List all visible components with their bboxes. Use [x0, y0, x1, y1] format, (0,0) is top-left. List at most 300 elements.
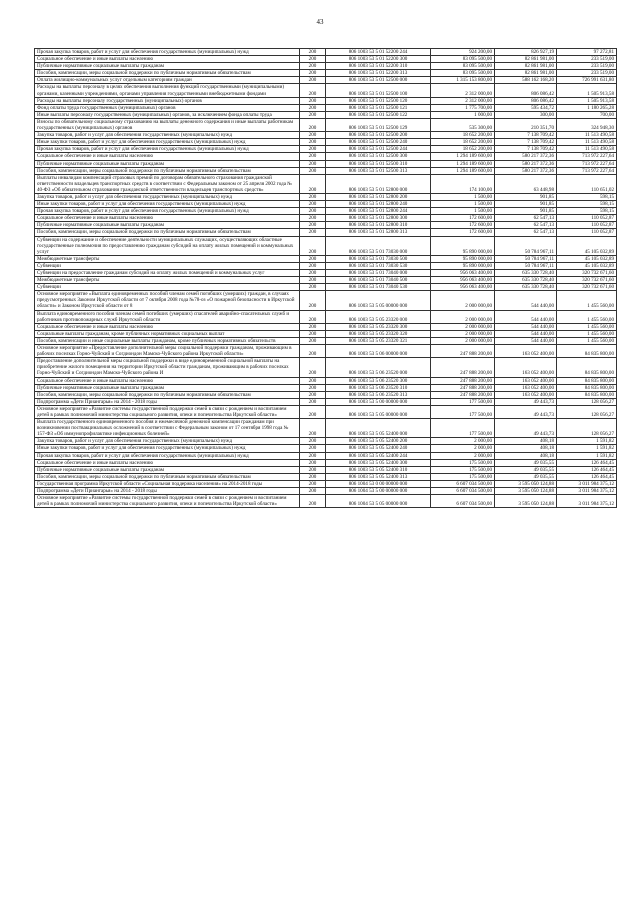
row-budget-cell: 1 500,00: [431, 193, 495, 200]
row-executed-cell: 544 440,00: [495, 323, 557, 330]
row-kbk-cell: 806 1003 53 5 01 52800 240: [326, 201, 431, 208]
table-row: [35, 167, 617, 174]
row-executed-cell: 901,85: [495, 193, 557, 200]
row-name-cell: Фонд оплаты труда государственных (муниципальных) органов: [35, 104, 300, 111]
row-budget-cell: 18 652 200,00: [431, 139, 495, 146]
row-kbk-cell: 806 1003 53 5 01 52800 244: [326, 208, 431, 215]
row-unexecuted-cell: 320 732 671,60: [557, 277, 617, 284]
row-name-cell: Пособия, компенсации, меры социальной поддержки по публичным нормативным обязательствам: [35, 391, 300, 398]
row-unexecuted-cell: 320 732 671,60: [557, 284, 617, 291]
row-name-cell: Публичные нормативные социальные выплаты гражданам: [35, 222, 300, 229]
row-budget-cell: 2 000,00: [431, 438, 495, 445]
row-unexecuted-cell: 110 052,87: [557, 222, 617, 229]
table-row: [35, 358, 617, 377]
row-name-cell: Оплата жилищно-коммунальных услуг отдельным категориям граждан: [35, 77, 300, 84]
row-code-cell: 200: [300, 277, 326, 284]
row-executed-cell: 7 138 709,42: [495, 132, 557, 139]
row-unexecuted-cell: 45 105 032,89: [557, 236, 617, 255]
row-name-cell: Социальное обеспечение и иные выплаты населению: [35, 377, 300, 384]
row-executed-cell: 580 217 372,36: [495, 160, 557, 167]
row-name-cell: Предоставление дополнительной меры социальной поддержки в виде единовременной социальной выплаты на приобретение жилого помещения на территории Иркутской области гражданам, проживающим в рабочих поселках Горно-Чуйский и Согдиондон Мамско-Чуйского района И: [35, 358, 300, 377]
table-row: [35, 56, 617, 63]
table-row: [35, 419, 617, 438]
row-kbk-cell: 806 1003 53 5 06 23520 300: [326, 377, 431, 384]
table-row: [35, 132, 617, 139]
row-executed-cell: 49 443,73: [495, 398, 557, 405]
row-name-cell: Выплата единовременного пособия членам семей погибших (умерших) спасателей аварийно-спасательных служб и работников противопожарных служб Иркутской области: [35, 310, 300, 323]
row-kbk-cell: 806 1003 53 5 01 52500 121: [326, 104, 431, 111]
row-budget-cell: 95 890 000,00: [431, 255, 495, 262]
row-executed-cell: 3 595 050 124,88: [495, 495, 557, 508]
row-executed-cell: 588 162 168,20: [495, 77, 557, 84]
row-name-cell: Социальное обеспечение и иные выплаты населению: [35, 56, 300, 63]
row-code-cell: 200: [300, 398, 326, 405]
row-executed-cell: 635 330 728,40: [495, 277, 557, 284]
row-budget-cell: 6 607 034 500,00: [431, 488, 495, 495]
row-executed-cell: 901,85: [495, 208, 557, 215]
row-unexecuted-cell: 1 591,82: [557, 438, 617, 445]
row-code-cell: 200: [300, 84, 326, 97]
row-unexecuted-cell: 713 972 227,64: [557, 160, 617, 167]
table-row: [35, 391, 617, 398]
row-kbk-cell: 806 1003 53 5 01 52800 200: [326, 193, 431, 200]
row-unexecuted-cell: 598,15: [557, 208, 617, 215]
row-name-cell: Расходы на выплаты персоналу государственных (муниципальных) органов: [35, 97, 300, 104]
row-name-cell: Подпрограмма «Дети Приангарья» на 2014 - 2018 годы: [35, 398, 300, 405]
row-code-cell: 200: [300, 146, 326, 153]
row-budget-cell: 2 000 000,00: [431, 330, 495, 337]
table-row: [35, 384, 617, 391]
row-name-cell: Социальное обеспечение и иные выплаты населению: [35, 323, 300, 330]
row-budget-cell: 956 063 400,00: [431, 284, 495, 291]
row-kbk-cell: 806 1003 53 5 05 52400 300: [326, 459, 431, 466]
table-row: [35, 201, 617, 208]
table-row: [35, 445, 617, 452]
row-executed-cell: 901,85: [495, 201, 557, 208]
row-name-cell: Социальное обеспечение и иные выплаты населению: [35, 459, 300, 466]
row-name-cell: Основное мероприятие «Развитие системы государственной поддержки семей в связи с рождением и воспитанием детей в рамках полномочий министерства социального развития, опеки и попечительства Иркутской области»: [35, 495, 300, 508]
row-name-cell: Прочая закупка товаров, работ и услуг для обеспечения государственных (муниципальных) нужд: [35, 49, 300, 56]
row-name-cell: Основное мероприятие «Предоставление дополнительной меры социальной поддержки гражданам, проживающим в рабочих поселках Горно-Чуйский и Согдиондон Мамско-Чуйского района Иркутской области»: [35, 345, 300, 358]
row-unexecuted-cell: 713 972 227,64: [557, 167, 617, 174]
row-budget-cell: 175 500,00: [431, 466, 495, 473]
row-kbk-cell: 806 1004 53 5 00 00000 000: [326, 488, 431, 495]
row-executed-cell: 7 138 709,42: [495, 146, 557, 153]
row-budget-cell: 172 600,00: [431, 229, 495, 236]
row-executed-cell: 806 086,42: [495, 97, 557, 104]
table-row: [35, 70, 617, 77]
row-unexecuted-cell: 128 056,27: [557, 398, 617, 405]
row-unexecuted-cell: 1 455 560,00: [557, 330, 617, 337]
row-budget-cell: 247 888 200,00: [431, 358, 495, 377]
row-unexecuted-cell: 233 519,00: [557, 56, 617, 63]
row-name-cell: Публичные нормативные социальные выплаты гражданам: [35, 63, 300, 70]
row-kbk-cell: 806 1003 53 5 01 73030 530: [326, 262, 431, 269]
row-unexecuted-cell: 1 455 560,00: [557, 337, 617, 344]
row-executed-cell: 544 440,00: [495, 330, 557, 337]
row-unexecuted-cell: 1 591,82: [557, 452, 617, 459]
row-name-cell: Подпрограмма «Дети Приангарья» на 2014 - 2018 годы: [35, 488, 300, 495]
row-code-cell: 200: [300, 118, 326, 131]
row-name-cell: Публичные нормативные социальные выплаты гражданам: [35, 160, 300, 167]
table-row: [35, 330, 617, 337]
row-budget-cell: 172 600,00: [431, 222, 495, 229]
row-kbk-cell: 806 1003 53 5 01 52500 000: [326, 77, 431, 84]
row-kbk-cell: 806 1003 53 5 01 52800 310: [326, 222, 431, 229]
row-unexecuted-cell: 700,00: [557, 111, 617, 118]
table-row: [35, 323, 617, 330]
table-row: [35, 452, 617, 459]
row-unexecuted-cell: 11 513 490,58: [557, 146, 617, 153]
row-executed-cell: 300,00: [495, 111, 557, 118]
row-code-cell: 200: [300, 70, 326, 77]
row-name-cell: Межбюджетные трансферты: [35, 255, 300, 262]
row-unexecuted-cell: 84 835 800,00: [557, 384, 617, 391]
row-kbk-cell: 806 1003 53 5 06 23520 310: [326, 384, 431, 391]
row-budget-cell: 2 312 000,00: [431, 97, 495, 104]
row-executed-cell: 62 547,13: [495, 215, 557, 222]
row-name-cell: Субвенции: [35, 262, 300, 269]
row-unexecuted-cell: 110 651,02: [557, 174, 617, 193]
row-name-cell: Иные выплаты персоналу государственных (муниципальных) органов, за исключением фонда оплаты труда: [35, 111, 300, 118]
table-row: [35, 310, 617, 323]
row-kbk-cell: 806 1003 53 5 01 52800 000: [326, 174, 431, 193]
row-budget-cell: 2 000 000,00: [431, 291, 495, 310]
row-executed-cell: 3 595 050 124,88: [495, 488, 557, 495]
row-code-cell: 200: [300, 337, 326, 344]
table-row: [35, 118, 617, 131]
row-budget-cell: 177 500,00: [431, 398, 495, 405]
row-name-cell: Взносы по обязательному социальному страхованию на выплаты денежного содержания и иные выплаты работникам государственных (муниципальных) органов: [35, 118, 300, 131]
row-kbk-cell: 806 1003 53 5 01 52800 313: [326, 229, 431, 236]
table-row: [35, 208, 617, 215]
row-kbk-cell: 806 1003 53 5 01 52500 244: [326, 146, 431, 153]
row-executed-cell: 163 052 400,00: [495, 391, 557, 398]
row-name-cell: Расходы на выплаты персоналу в целях обеспечения выполнения функций государственными (муниципальными) органами, казенными учреждениями, органами управления государственными внебюджетными фондами: [35, 84, 300, 97]
row-unexecuted-cell: 598,15: [557, 201, 617, 208]
row-name-cell: Пособия, компенсации, меры социальной поддержки по публичным нормативным обязательствам: [35, 167, 300, 174]
table-row: [35, 277, 617, 284]
page-number: 43: [316, 18, 324, 26]
row-unexecuted-cell: 45 105 032,89: [557, 255, 617, 262]
row-kbk-cell: 806 1003 53 5 01 73030 500: [326, 255, 431, 262]
row-kbk-cell: 806 1003 53 5 05 23320 300: [326, 323, 431, 330]
row-kbk-cell: 806 1003 53 5 01 73030 000: [326, 236, 431, 255]
row-budget-cell: 956 063 400,00: [431, 270, 495, 277]
row-name-cell: Закупка товаров, работ и услуг для обеспечения государственных (муниципальных) нужд: [35, 438, 300, 445]
row-executed-cell: 806 086,42: [495, 84, 557, 97]
row-name-cell: Межбюджетные трансферты: [35, 277, 300, 284]
table-row: [35, 111, 617, 118]
row-kbk-cell: 806 1003 53 5 06 00000 000: [326, 345, 431, 358]
row-unexecuted-cell: 110 052,87: [557, 229, 617, 236]
row-executed-cell: 635 330 728,40: [495, 284, 557, 291]
row-executed-cell: 49 035,55: [495, 459, 557, 466]
row-unexecuted-cell: 233 519,00: [557, 63, 617, 70]
row-budget-cell: 247 888 200,00: [431, 384, 495, 391]
row-kbk-cell: 806 1003 53 5 01 52500 313: [326, 167, 431, 174]
row-code-cell: 200: [300, 445, 326, 452]
table-row: [35, 229, 617, 236]
row-code-cell: 200: [300, 236, 326, 255]
row-unexecuted-cell: 84 835 800,00: [557, 391, 617, 398]
row-unexecuted-cell: 3 011 984 375,12: [557, 488, 617, 495]
budget-execution-table: [34, 48, 617, 508]
row-code-cell: 200: [300, 391, 326, 398]
row-executed-cell: 163 052 400,00: [495, 345, 557, 358]
table-row: [35, 63, 617, 70]
row-unexecuted-cell: 3 011 984 375,12: [557, 495, 617, 508]
row-executed-cell: 82 861 981,00: [495, 70, 557, 77]
row-budget-cell: 177 500,00: [431, 419, 495, 438]
row-budget-cell: 83 095 500,00: [431, 63, 495, 70]
row-executed-cell: 62 547,13: [495, 222, 557, 229]
budget-execution-table-container: [34, 48, 616, 508]
row-code-cell: 200: [300, 104, 326, 111]
row-budget-cell: 18 652 200,00: [431, 146, 495, 153]
row-code-cell: 200: [300, 222, 326, 229]
row-budget-cell: 1 500,00: [431, 201, 495, 208]
row-executed-cell: 826 927,19: [495, 49, 557, 56]
row-kbk-cell: 806 1003 53 5 01 52500 300: [326, 153, 431, 160]
row-unexecuted-cell: 84 835 800,00: [557, 345, 617, 358]
table-row: [35, 160, 617, 167]
table-row: [35, 473, 617, 480]
row-name-cell: Основное мероприятие «Развитие системы государственной поддержки семей в связи с рождением и воспитанием детей в рамках полномочий министерства социального развития, опеки и попечительства Иркутской области»: [35, 405, 300, 418]
row-kbk-cell: 806 1003 53 5 01 52200 310: [326, 63, 431, 70]
row-name-cell: Прочая закупка товаров, работ и услуг для обеспечения государственных (муниципальных) нужд: [35, 208, 300, 215]
row-executed-cell: 580 217 372,36: [495, 167, 557, 174]
row-code-cell: 200: [300, 262, 326, 269]
row-budget-cell: 1 294 189 600,00: [431, 160, 495, 167]
row-kbk-cell: 806 1003 53 5 01 52200 313: [326, 70, 431, 77]
row-code-cell: 200: [300, 167, 326, 174]
row-executed-cell: 635 330 728,40: [495, 270, 557, 277]
row-executed-cell: 580 217 372,36: [495, 153, 557, 160]
row-unexecuted-cell: 128 056,27: [557, 405, 617, 418]
row-kbk-cell: 806 1003 53 5 01 52500 240: [326, 139, 431, 146]
row-name-cell: Пособия, компенсации, меры социальной поддержки по публичным нормативным обязательствам: [35, 473, 300, 480]
row-unexecuted-cell: 324 948,30: [557, 118, 617, 131]
row-budget-cell: 1 294 189 600,00: [431, 153, 495, 160]
table-row: [35, 488, 617, 495]
row-code-cell: 200: [300, 419, 326, 438]
table-row: [35, 97, 617, 104]
row-name-cell: Иные закупки товаров, работ и услуг для обеспечения государственных (муниципальных) нужд: [35, 139, 300, 146]
table-row: [35, 466, 617, 473]
row-code-cell: 200: [300, 438, 326, 445]
row-code-cell: 200: [300, 56, 326, 63]
row-unexecuted-cell: 45 105 032,89: [557, 262, 617, 269]
row-budget-cell: 1 000,00: [431, 111, 495, 118]
row-code-cell: 200: [300, 345, 326, 358]
row-executed-cell: 408,18: [495, 445, 557, 452]
table-row: [35, 262, 617, 269]
table-body: [35, 49, 617, 508]
row-executed-cell: 82 861 981,00: [495, 56, 557, 63]
row-unexecuted-cell: 1 505 913,58: [557, 84, 617, 97]
row-kbk-cell: 806 1004 53 5 05 00000 000: [326, 495, 431, 508]
row-name-cell: Пособия, компенсации, меры социальной поддержки по публичным нормативным обязательствам: [35, 229, 300, 236]
row-executed-cell: 50 784 967,11: [495, 262, 557, 269]
row-name-cell: Пособия, компенсации, меры социальной поддержки по публичным нормативным обязательствам: [35, 70, 300, 77]
table-row: [35, 398, 617, 405]
row-kbk-cell: 806 1003 53 5 05 00000 000: [326, 405, 431, 418]
row-kbk-cell: 806 1003 53 5 01 52500 129: [326, 118, 431, 131]
row-kbk-cell: 806 1003 53 5 05 52400 244: [326, 452, 431, 459]
row-code-cell: 200: [300, 111, 326, 118]
table-row: [35, 49, 617, 56]
table-row: [35, 480, 617, 487]
row-name-cell: Субвенции: [35, 284, 300, 291]
row-budget-cell: 2 000 000,00: [431, 337, 495, 344]
row-code-cell: 200: [300, 270, 326, 277]
row-executed-cell: 163 052 400,00: [495, 384, 557, 391]
row-unexecuted-cell: 11 513 490,58: [557, 132, 617, 139]
table-row: [35, 438, 617, 445]
row-budget-cell: 6 607 034 500,00: [431, 495, 495, 508]
row-code-cell: 200: [300, 284, 326, 291]
row-name-cell: Социальные выплаты гражданам, кроме публичных нормативных социальных выплат: [35, 330, 300, 337]
row-kbk-cell: 806 1003 53 5 01 52500 120: [326, 97, 431, 104]
table-row: [35, 84, 617, 97]
row-unexecuted-cell: 126 464,45: [557, 473, 617, 480]
row-budget-cell: 1 775 700,00: [431, 104, 495, 111]
row-code-cell: 200: [300, 255, 326, 262]
row-name-cell: Государственная программа Иркутской области «Социальная поддержка населения» на 2014-2018 годы: [35, 480, 300, 487]
table-row: [35, 495, 617, 508]
row-code-cell: 200: [300, 132, 326, 139]
row-name-cell: Закупка товаров, работ и услуг для обеспечения государственных (муниципальных) нужд: [35, 193, 300, 200]
row-executed-cell: 408,18: [495, 452, 557, 459]
table-row: [35, 377, 617, 384]
row-executed-cell: 49 443,73: [495, 419, 557, 438]
row-unexecuted-cell: 11 513 490,58: [557, 139, 617, 146]
row-executed-cell: 82 861 981,00: [495, 63, 557, 70]
row-executed-cell: 163 052 400,00: [495, 377, 557, 384]
table-row: [35, 193, 617, 200]
row-kbk-cell: 806 1003 53 5 01 73040 530: [326, 284, 431, 291]
row-unexecuted-cell: 1 455 560,00: [557, 323, 617, 330]
row-name-cell: Иные закупки товаров, работ и услуг для обеспечения государственных (муниципальных) нужд: [35, 445, 300, 452]
row-code-cell: 200: [300, 97, 326, 104]
table-row: [35, 284, 617, 291]
row-name-cell: Прочая закупка товаров, работ и услуг для обеспечения государственных (муниципальных) нужд: [35, 146, 300, 153]
row-executed-cell: 544 440,00: [495, 337, 557, 344]
row-kbk-cell: 806 1003 53 5 01 52200 300: [326, 56, 431, 63]
row-budget-cell: 1 315 153 800,00: [431, 77, 495, 84]
row-kbk-cell: 806 1003 53 5 01 73040 000: [326, 270, 431, 277]
row-name-cell: Основное мероприятие «Выплата единовременных пособий членам семей погибших (умерших) граждан, в случаях предусмотренных Законом Иркутской области от 7 октября 2008 года №78-оз «О пожарной безопасности в Иркутской области» и Законом Иркутской области от 8: [35, 291, 300, 310]
row-kbk-cell: 806 1003 53 5 05 52400 310: [326, 466, 431, 473]
row-code-cell: 200: [300, 139, 326, 146]
row-kbk-cell: 806 1003 53 5 01 52500 100: [326, 84, 431, 97]
row-name-cell: Прочая закупка товаров, работ и услуг для обеспечения государственных (муниципальных) нужд: [35, 452, 300, 459]
table-row: [35, 291, 617, 310]
table-row: [35, 104, 617, 111]
row-executed-cell: 210 351,70: [495, 118, 557, 131]
row-code-cell: 200: [300, 452, 326, 459]
row-unexecuted-cell: 713 972 227,64: [557, 153, 617, 160]
row-code-cell: 200: [300, 174, 326, 193]
row-name-cell: Выплата государственного единовременного пособия и ежемесячной денежной компенсации гражданам при возникновении поствакцинальных осложнений в соответствии с Федеральным законом от 17 сентября 1998 года № 157-ФЗ «Об иммунопрофилактике инфекционных болезней»: [35, 419, 300, 438]
row-kbk-cell: 806 1003 53 5 06 23520 313: [326, 391, 431, 398]
row-budget-cell: 956 063 400,00: [431, 277, 495, 284]
row-code-cell: 200: [300, 384, 326, 391]
row-unexecuted-cell: 726 991 631,80: [557, 77, 617, 84]
row-executed-cell: 544 440,00: [495, 310, 557, 323]
row-unexecuted-cell: 598,15: [557, 193, 617, 200]
row-unexecuted-cell: 320 732 671,60: [557, 270, 617, 277]
row-name-cell: Закупка товаров, работ и услуг для обеспечения государственных (муниципальных) нужд: [35, 132, 300, 139]
row-kbk-cell: 806 1004 53 0 00 00000 000: [326, 480, 431, 487]
row-unexecuted-cell: 1 455 560,00: [557, 291, 617, 310]
row-unexecuted-cell: 1 505 913,58: [557, 97, 617, 104]
row-budget-cell: 174 100,00: [431, 174, 495, 193]
row-kbk-cell: 806 1003 53 5 01 52800 300: [326, 215, 431, 222]
row-kbk-cell: 806 1003 53 5 05 23320 320: [326, 330, 431, 337]
row-budget-cell: 83 095 500,00: [431, 56, 495, 63]
row-code-cell: 200: [300, 488, 326, 495]
row-kbk-cell: 806 1003 53 5 05 52400 313: [326, 473, 431, 480]
row-kbk-cell: 806 1003 53 5 06 23520 000: [326, 358, 431, 377]
row-kbk-cell: 806 1003 53 5 01 52200 244: [326, 49, 431, 56]
row-budget-cell: 18 652 200,00: [431, 132, 495, 139]
row-kbk-cell: 806 1003 53 5 00 00000 000: [326, 398, 431, 405]
row-kbk-cell: 806 1003 53 5 01 52500 200: [326, 132, 431, 139]
row-kbk-cell: 806 1003 53 5 05 00000 000: [326, 291, 431, 310]
row-unexecuted-cell: 126 464,45: [557, 466, 617, 473]
row-code-cell: 200: [300, 215, 326, 222]
row-name-cell: Публичные нормативные социальные выплаты гражданам: [35, 384, 300, 391]
row-budget-cell: 95 890 000,00: [431, 262, 495, 269]
row-budget-cell: 2 000 000,00: [431, 310, 495, 323]
row-budget-cell: 1 294 189 600,00: [431, 167, 495, 174]
row-executed-cell: 62 547,13: [495, 229, 557, 236]
table-row: [35, 405, 617, 418]
table-row: [35, 236, 617, 255]
row-unexecuted-cell: 1 455 560,00: [557, 310, 617, 323]
row-kbk-cell: 806 1003 53 5 05 52400 000: [326, 419, 431, 438]
row-kbk-cell: 806 1003 53 5 05 23320 000: [326, 310, 431, 323]
table-row: [35, 345, 617, 358]
row-budget-cell: 2 000,00: [431, 452, 495, 459]
row-budget-cell: 95 890 000,00: [431, 236, 495, 255]
row-name-cell: Пособия, компенсации и иные социальные выплаты гражданам, кроме публичных нормативных обязательств: [35, 337, 300, 344]
row-executed-cell: 49 035,55: [495, 466, 557, 473]
row-code-cell: 200: [300, 459, 326, 466]
row-unexecuted-cell: 128 056,27: [557, 419, 617, 438]
row-executed-cell: 50 784 967,11: [495, 236, 557, 255]
row-unexecuted-cell: 3 011 984 375,12: [557, 480, 617, 487]
row-executed-cell: 3 595 050 124,88: [495, 480, 557, 487]
row-budget-cell: 1 500,00: [431, 208, 495, 215]
table-row: [35, 459, 617, 466]
row-code-cell: 200: [300, 358, 326, 377]
table-row: [35, 174, 617, 193]
table-row: [35, 337, 617, 344]
row-kbk-cell: 806 1003 53 5 01 52500 310: [326, 160, 431, 167]
row-budget-cell: 535 300,00: [431, 118, 495, 131]
table-row: [35, 77, 617, 84]
row-code-cell: 200: [300, 49, 326, 56]
table-row: [35, 222, 617, 229]
table-row: [35, 139, 617, 146]
row-code-cell: 200: [300, 201, 326, 208]
row-budget-cell: 2 312 000,00: [431, 84, 495, 97]
row-code-cell: 200: [300, 77, 326, 84]
row-unexecuted-cell: 1 180 265,28: [557, 104, 617, 111]
